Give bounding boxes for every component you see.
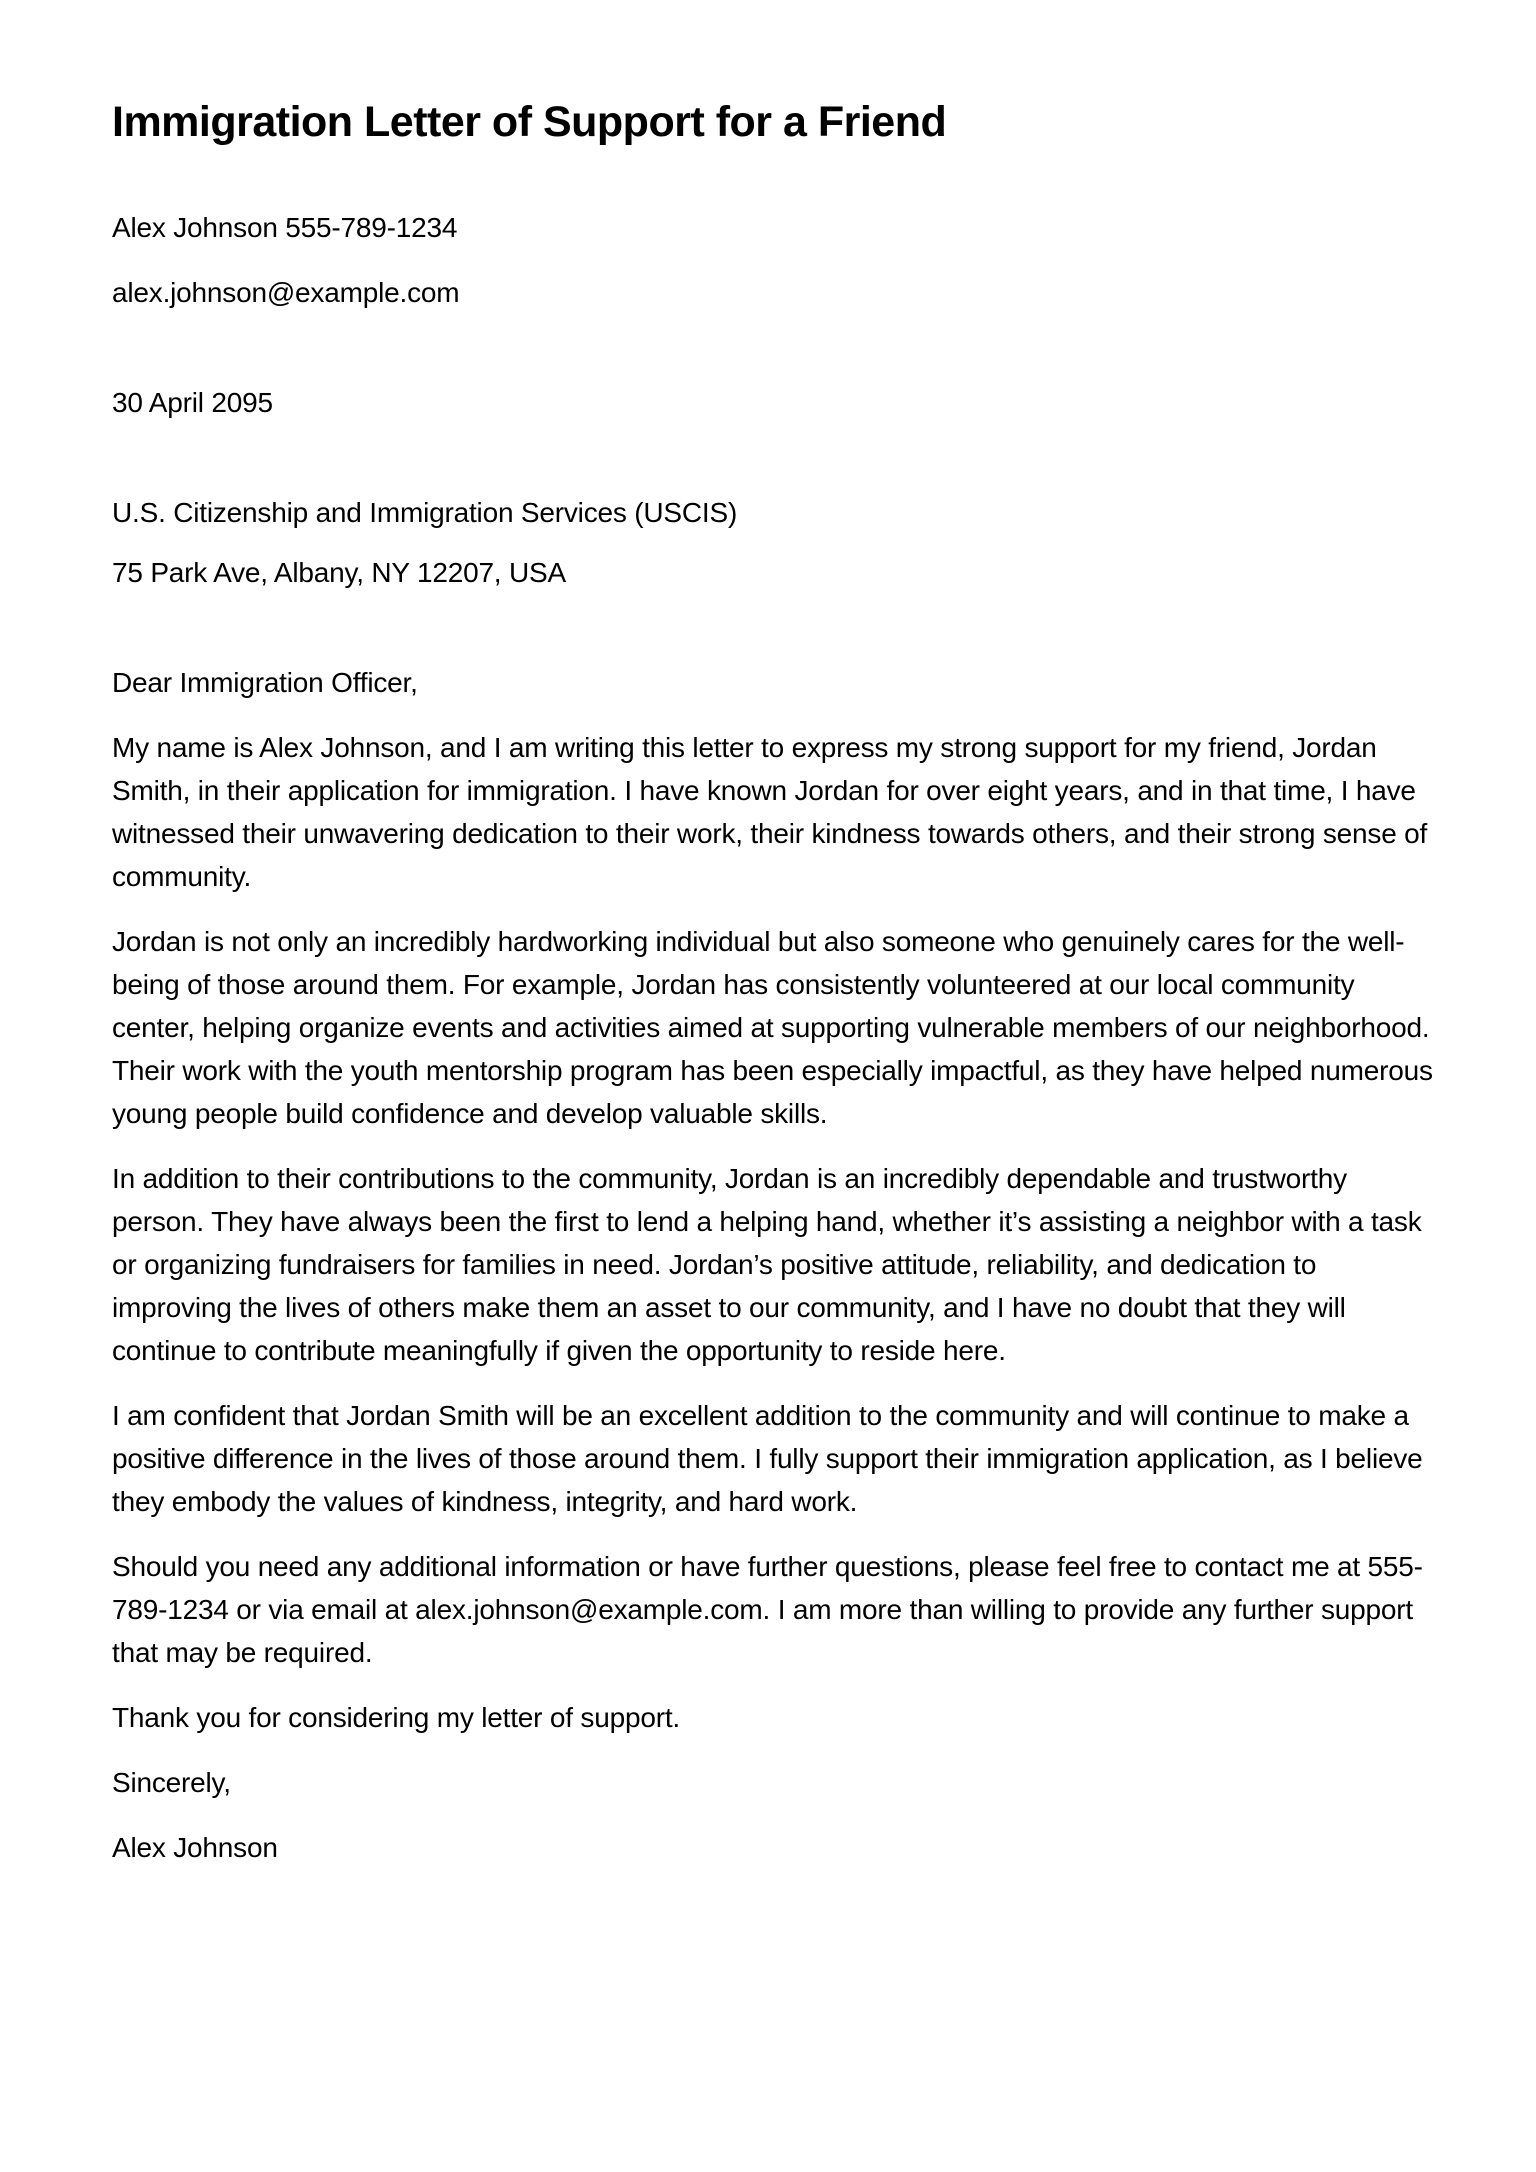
body-paragraph-4: I am confident that Jordan Smith will be an excellent addition to the community and will continue to make a positive difference in the lives of those around them. I fully support their immigration application, as I believe they embody the values of kindness, integrity, and hard work. — [112, 1400, 1423, 1517]
letter-title: Immigration Letter of Support for a Friend — [112, 98, 947, 146]
closing: Sincerely, — [112, 1767, 231, 1798]
body-paragraph-2: Jordan is not only an incredibly hardworking individual but also someone who genuinely cares for the well-being of those around them. For example, Jordan has consistently volunteered at our local community center, helping organize events and activities aimed at supporting vulnerable members of our neighborhood. Their work with the youth mentorship program has been especially impactful, as they have helped numerous young people build confidence and develop valuable skills. — [112, 926, 1433, 1129]
sender-email: alex.johnson@example.com — [112, 277, 460, 308]
recipient-org: U.S. Citizenship and Immigration Services (USCIS) — [112, 497, 738, 528]
thanks-line: Thank you for considering my letter of support. — [112, 1702, 680, 1733]
recipient-address: 75 Park Ave, Albany, NY 12207, USA — [112, 557, 566, 588]
body-paragraph-5: Should you need any additional information or have further questions, please feel free to contact me at 555-789-1234 or via email at alex.johnson@example.com. I am more than willing to provide any further support that may be required. — [112, 1551, 1423, 1668]
body-paragraph-1: My name is Alex Johnson, and I am writing this letter to express my strong support for my friend, Jordan Smith, in their application for immigration. I have known Jordan for over eight years, and in that time, I have witnessed their unwavering dedication to their work, their kindness towards others, and their strong sense of community. — [112, 732, 1428, 892]
letter-date: 30 April 2095 — [112, 387, 273, 418]
signature-name: Alex Johnson — [112, 1832, 278, 1863]
salutation: Dear Immigration Officer, — [112, 667, 418, 698]
body-paragraph-3: In addition to their contributions to the community, Jordan is an incredibly dependable and trustworthy person. They have always been the first to lend a helping hand, whether it’s assisting a neighbor with a task or organizing fundraisers for families in need. Jordan’s positive attitude, reliability, and dedication to improving the lives of others make them an asset to our community, and I have no doubt that they will continue to contribute meaningfully if given the opportunity to reside here. — [112, 1163, 1422, 1366]
sender-contact-line: Alex Johnson 555-789-1234 — [112, 212, 458, 243]
